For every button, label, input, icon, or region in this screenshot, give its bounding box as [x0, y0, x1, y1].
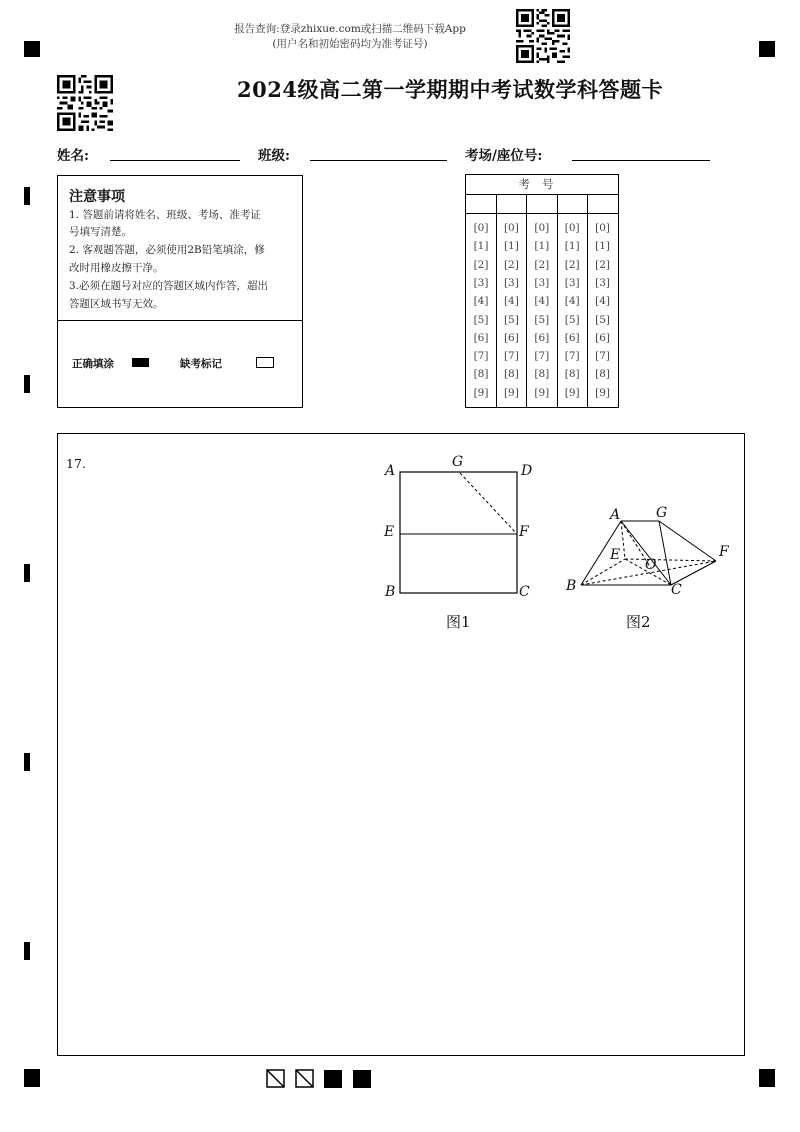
fig1-label-E: E: [384, 524, 395, 540]
page-title: 2024级高二第一学期期中考试数学科答题卡: [237, 77, 663, 102]
exam-digit-bubble[interactable]: [3]: [595, 276, 611, 289]
exam-digit-bubble[interactable]: [6]: [534, 331, 550, 344]
exam-digit-bubble[interactable]: [7]: [503, 350, 519, 363]
class-label: 班级:: [258, 148, 290, 164]
exam-digit-bubble[interactable]: [0]: [534, 222, 550, 234]
report-note-line2: (用户名和初始密码均为准考证号): [272, 38, 428, 50]
notice-line: 改时用橡皮擦干净。: [69, 262, 164, 274]
notice-line: 号填写清楚。: [69, 226, 132, 238]
exam-digit-bubble[interactable]: [1]: [595, 240, 611, 253]
timing-mark: [24, 187, 30, 205]
corner-mark-bottom-left: [24, 1069, 40, 1087]
fig2-caption: 图2: [626, 613, 651, 631]
report-note: [0, 22, 700, 52]
exam-digit-bubble[interactable]: [7]: [595, 350, 611, 363]
fig1-label-D: D: [521, 463, 533, 479]
exam-digit-bubble[interactable]: [6]: [503, 331, 519, 344]
exam-digit-bubble[interactable]: [4]: [595, 295, 611, 308]
exam-digit-bubble[interactable]: [9]: [473, 386, 489, 399]
exam-digit-bubble[interactable]: [1]: [503, 240, 519, 253]
exam-digit-bubble[interactable]: [1]: [564, 240, 580, 253]
exam-digit-bubble[interactable]: [9]: [534, 386, 550, 399]
fig2-label-E: E: [610, 547, 621, 563]
exam-digit-bubble[interactable]: [2]: [534, 258, 550, 271]
question-number: 17.: [66, 456, 86, 471]
exam-number-grid: [465, 174, 619, 408]
notice-title: 注意事项: [69, 189, 125, 205]
notice-line: 1. 答题前请将姓名、班级、考场、准考证: [69, 209, 261, 221]
line-gf-dashed: [460, 473, 517, 534]
fig1-label-F: F: [519, 524, 529, 540]
exam-digit-bubble[interactable]: [8]: [564, 368, 580, 381]
timing-mark: [24, 942, 30, 960]
exam-digit-bubble[interactable]: [5]: [564, 313, 580, 326]
fig2-label-G: G: [656, 505, 668, 521]
fig2-label-F: F: [719, 544, 729, 560]
exam-number-column: [496, 194, 527, 407]
seat-label: 考场/座位号:: [465, 148, 543, 164]
exam-digit-bubble[interactable]: [2]: [595, 258, 611, 271]
exam-digit-bubble[interactable]: [1]: [534, 240, 550, 253]
exam-digit-bubble[interactable]: [9]: [503, 386, 519, 399]
exam-digit-bubble[interactable]: [2]: [503, 258, 519, 271]
exam-digit-bubble[interactable]: [1]: [473, 240, 489, 253]
exam-digit-bubble[interactable]: [5]: [534, 313, 550, 326]
exam-digit-bubble[interactable]: [0]: [503, 222, 519, 234]
exam-digit-bubble[interactable]: [3]: [564, 276, 580, 289]
exam-digit-bubble[interactable]: [7]: [534, 350, 550, 363]
notice-box: [57, 175, 303, 408]
exam-digit-bubble[interactable]: [5]: [473, 313, 489, 326]
exam-digit-bubble[interactable]: [6]: [473, 331, 489, 344]
class-field[interactable]: [310, 160, 447, 161]
report-note-line1: 报告查询:登录zhixue.com或扫描二维码下载App: [234, 23, 466, 35]
name-label: 姓名:: [57, 148, 89, 164]
exam-digit-bubble[interactable]: [0]: [473, 222, 489, 234]
exam-number-write-cell[interactable]: [466, 194, 496, 214]
timing-mark: [24, 753, 30, 771]
exam-number-write-cell[interactable]: [557, 194, 587, 214]
exam-digit-bubble[interactable]: [4]: [473, 295, 489, 308]
fig2-label-A: A: [610, 507, 621, 523]
exam-digit-bubble[interactable]: [3]: [503, 276, 519, 289]
exam-number-column: [527, 194, 558, 407]
exam-digit-bubble[interactable]: [0]: [564, 222, 580, 234]
correct-fill-label: 正确填涂: [72, 358, 114, 370]
exam-digit-bubble[interactable]: [7]: [473, 350, 489, 363]
timing-mark: [24, 375, 30, 393]
fig1-label-B: B: [385, 584, 396, 600]
exam-number-write-cell[interactable]: [527, 194, 557, 214]
notice-divider: [58, 320, 302, 321]
fig2-label-O: O: [645, 557, 657, 573]
exam-digit-bubble[interactable]: [3]: [534, 276, 550, 289]
fig1-label-A: A: [385, 463, 396, 479]
corner-mark-top-right: [759, 41, 775, 57]
exam-digit-bubble[interactable]: [4]: [534, 295, 550, 308]
notice-line: 答题区域书写无效。: [69, 298, 164, 310]
exam-number-write-cell[interactable]: [496, 194, 526, 214]
exam-digit-bubble[interactable]: [5]: [595, 313, 611, 326]
exam-digit-bubble[interactable]: [4]: [564, 295, 580, 308]
exam-digit-bubble[interactable]: [9]: [595, 386, 611, 399]
absent-mark-label: 缺考标记: [180, 358, 222, 370]
answer-area-17[interactable]: [57, 433, 745, 1056]
exam-digit-bubble[interactable]: [9]: [564, 386, 580, 399]
fig1-label-G: G: [452, 454, 464, 470]
exam-digit-bubble[interactable]: [8]: [503, 368, 519, 381]
name-field[interactable]: [110, 160, 240, 161]
page-id-marks: [266, 1069, 376, 1089]
exam-number-column: [557, 194, 588, 407]
exam-digit-bubble[interactable]: [6]: [564, 331, 580, 344]
fig1-caption: 图1: [446, 613, 471, 631]
exam-digit-bubble[interactable]: [2]: [564, 258, 580, 271]
exam-digit-bubble[interactable]: [8]: [534, 368, 550, 381]
absent-mark-checkbox[interactable]: [256, 357, 274, 368]
fig1-label-C: C: [519, 584, 530, 600]
exam-number-write-cell[interactable]: [588, 194, 618, 214]
exam-digit-bubble[interactable]: [8]: [473, 368, 489, 381]
notice-line: 3.必须在题号对应的答题区域内作答，超出: [69, 280, 269, 292]
notice-line: 2. 客观题答题，必须使用2B铅笔填涂，修: [69, 244, 265, 256]
corner-mark-bottom-right: [759, 1069, 775, 1087]
square-abcd: [400, 472, 517, 593]
figure-2: [563, 499, 733, 609]
exam-digit-bubble[interactable]: [6]: [595, 331, 611, 344]
exam-number-column: [466, 194, 497, 407]
exam-digit-bubble[interactable]: [4]: [503, 295, 519, 308]
qr-code-left: [57, 75, 113, 131]
exam-digit-bubble[interactable]: [8]: [595, 368, 611, 381]
figure-1: [383, 454, 543, 634]
timing-mark: [24, 564, 30, 582]
exam-number-column: [588, 194, 618, 407]
fig2-label-C: C: [671, 582, 682, 598]
correct-fill-sample: [132, 358, 149, 367]
exam-digit-bubble[interactable]: [0]: [595, 222, 611, 234]
exam-number-header: 考号: [466, 175, 618, 195]
seat-field[interactable]: [572, 160, 710, 161]
fig2-label-B: B: [566, 578, 577, 594]
exam-digit-bubble[interactable]: [3]: [473, 276, 489, 289]
exam-digit-bubble[interactable]: [2]: [473, 258, 489, 271]
qr-code-top: [516, 9, 570, 63]
exam-digit-bubble[interactable]: [7]: [564, 350, 580, 363]
exam-digit-bubble[interactable]: [5]: [503, 313, 519, 326]
